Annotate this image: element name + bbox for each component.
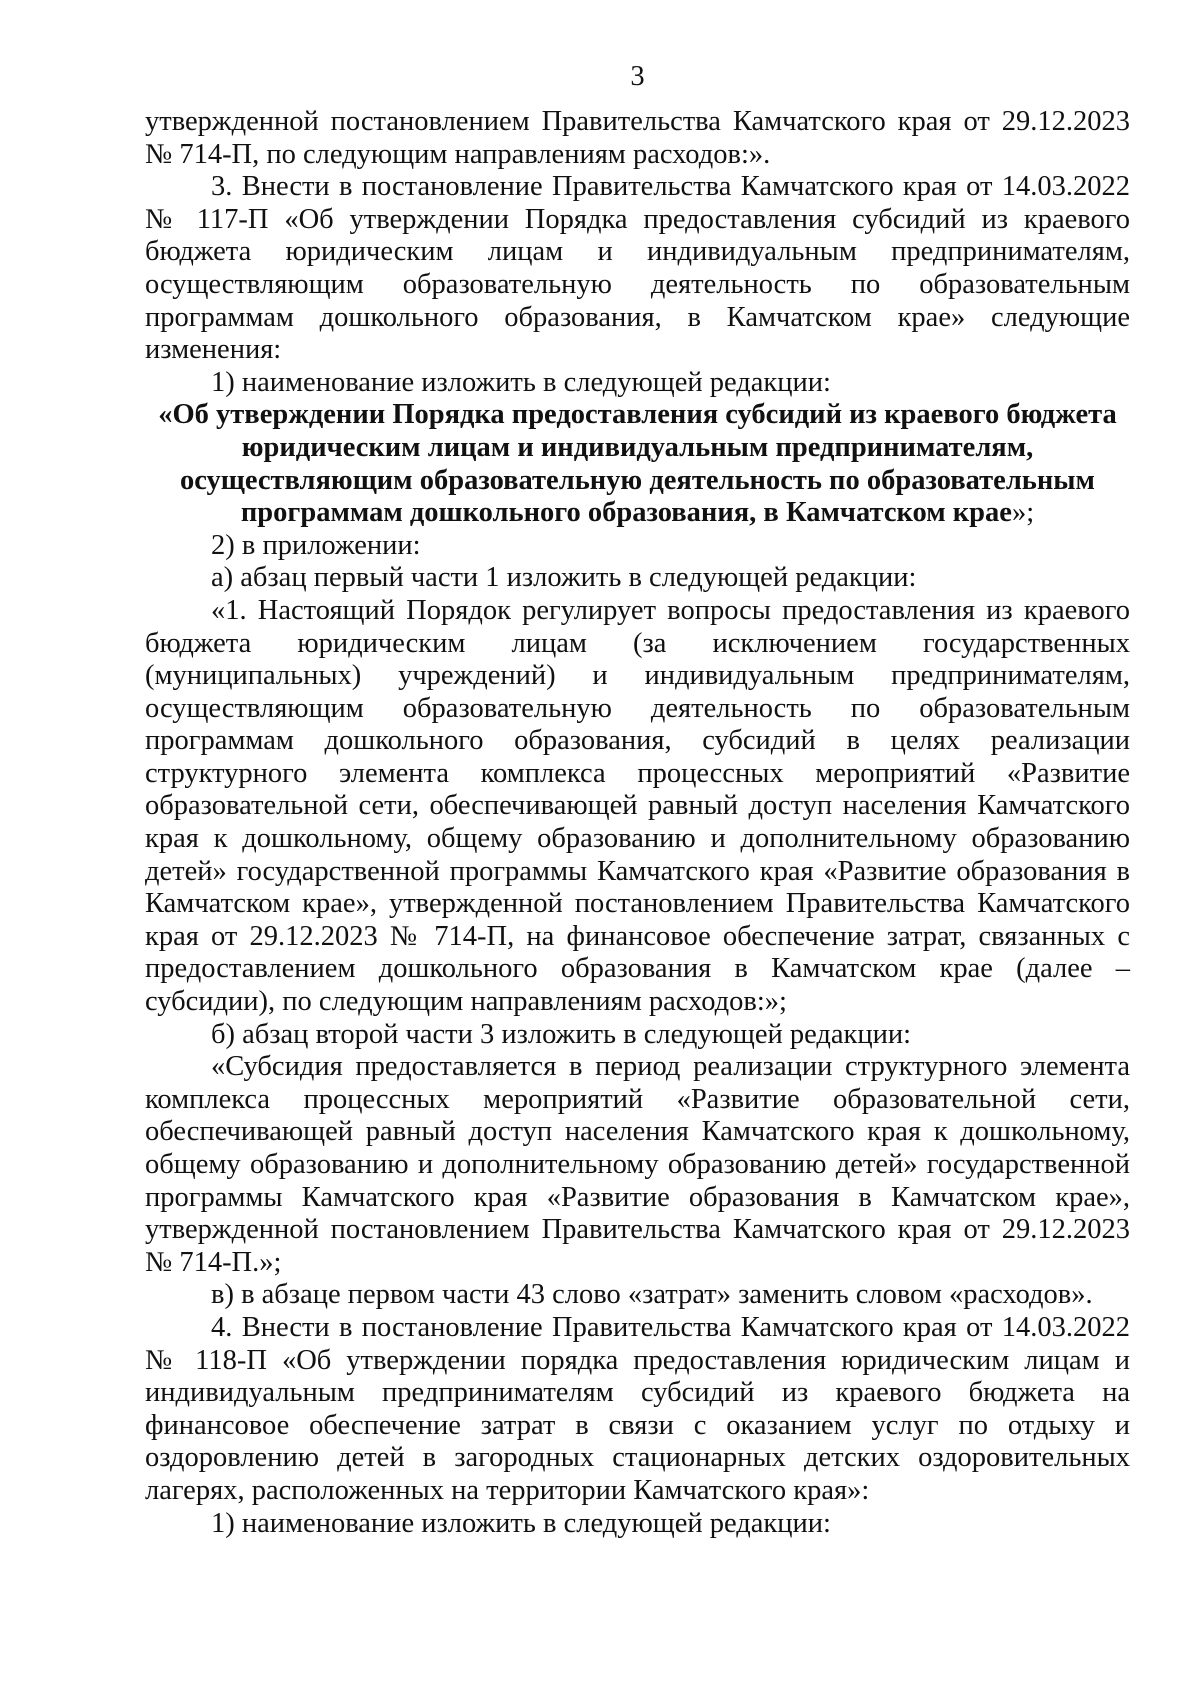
paragraph-continuation: утвержденной постановлением Правительства Камчатского края от 29.12.2023 № 714-П, по следующим направлениям расходов:». [145, 106, 1130, 170]
document-page [145, 60, 1130, 1540]
paragraph-item-3: 3. Внести в постановление Правительства Камчатского края от 14.03.2022 № 117-П «Об утверждении Порядка предоставления субсидий из краевого бюджета юридическим лицам и индивидуальным предпринимателям, осуществляющим образовательную деятельность по образовательным программам дошкольного образования, в Камчатском крае» следующие изменения: [145, 171, 1130, 366]
paragraph-subitem-2: 2) в приложении: [211, 529, 421, 561]
new-title-block [145, 399, 1130, 529]
paragraph-subitem-a: а) абзац первый части 1 изложить в следующей редакции: [211, 562, 917, 594]
paragraph-subitem-1-item-4: 1) наименование изложить в следующей редакции: [211, 1507, 831, 1539]
paragraph-item-4: 4. Внести в постановление Правительства Камчатского края от 14.03.2022 № 118-П «Об утверждении порядка предоставления юридическим лицам и индивидуальным предпринимателям субсидий из краевого бюджета на финансовое обеспечение затрат в связи с оказанием услуг по отдыху и оздоровлению детей в загородных стационарных детских оздоровительных лагерях, расположенных на территории Камчатского края»: [145, 1311, 1130, 1506]
paragraph-quote-part-1: «1. Настоящий Порядок регулирует вопросы предоставления из краевого бюджета юридическим лицам (за исключением государственных (муниципальных) учреждений) и индивидуальным предпринимателям, осуществляющим образовательную деятельность по образовательным программам дошкольного образования, субсидий в целях реализации структурного элемента комплекса процессных мероприятий «Развитие образовательной сети, обеспечивающей равный доступ населения Камчатского края к дошкольному, общему образованию и дополнительному образованию детей» государственной программы Камчатского края «Развитие образования в Камчатском крае», утвержденной постановлением Правительства Камчатского края от 29.12.2023 № 714-П, на финансовое обеспечение затрат, связанных с предоставлением дошкольного образования в Камчатском крае (далее – субсидии), по следующим направлениям расходов:»; [145, 594, 1130, 1018]
paragraph-subitem-1: 1) наименование изложить в следующей редакции: [211, 366, 831, 398]
new-title-tail: »; [1011, 497, 1035, 529]
paragraph-subitem-b: б) абзац второй части 3 изложить в следующей редакции: [211, 1018, 912, 1050]
new-title-text: «Об утверждении Порядка предоставления субсидий из краевого бюджета юридическим лицам и индивидуальным предпринимателям, осуществляющим образовательную деятельность по образовательным программам дошкольного образования, в Камчатском крае [158, 399, 1117, 529]
paragraph-subitem-v: в) в абзаце первом части 43 слово «затрат» заменить словом «расходов». [211, 1279, 1093, 1311]
paragraph-quote-part-3: «Субсидия предоставляется в период реализации структурного элемента комплекса процессных мероприятий «Развитие образовательной сети, обеспечивающей равный доступ населения Камчатского края к дошкольному, общему образованию и дополнительному образованию детей» государственной программы Камчатского края «Развитие образования в Камчатском крае», утвержденной постановлением Правительства Камчатского края от 29.12.2023 № 714-П.»; [145, 1051, 1130, 1278]
page-number: 3 [630, 61, 645, 92]
